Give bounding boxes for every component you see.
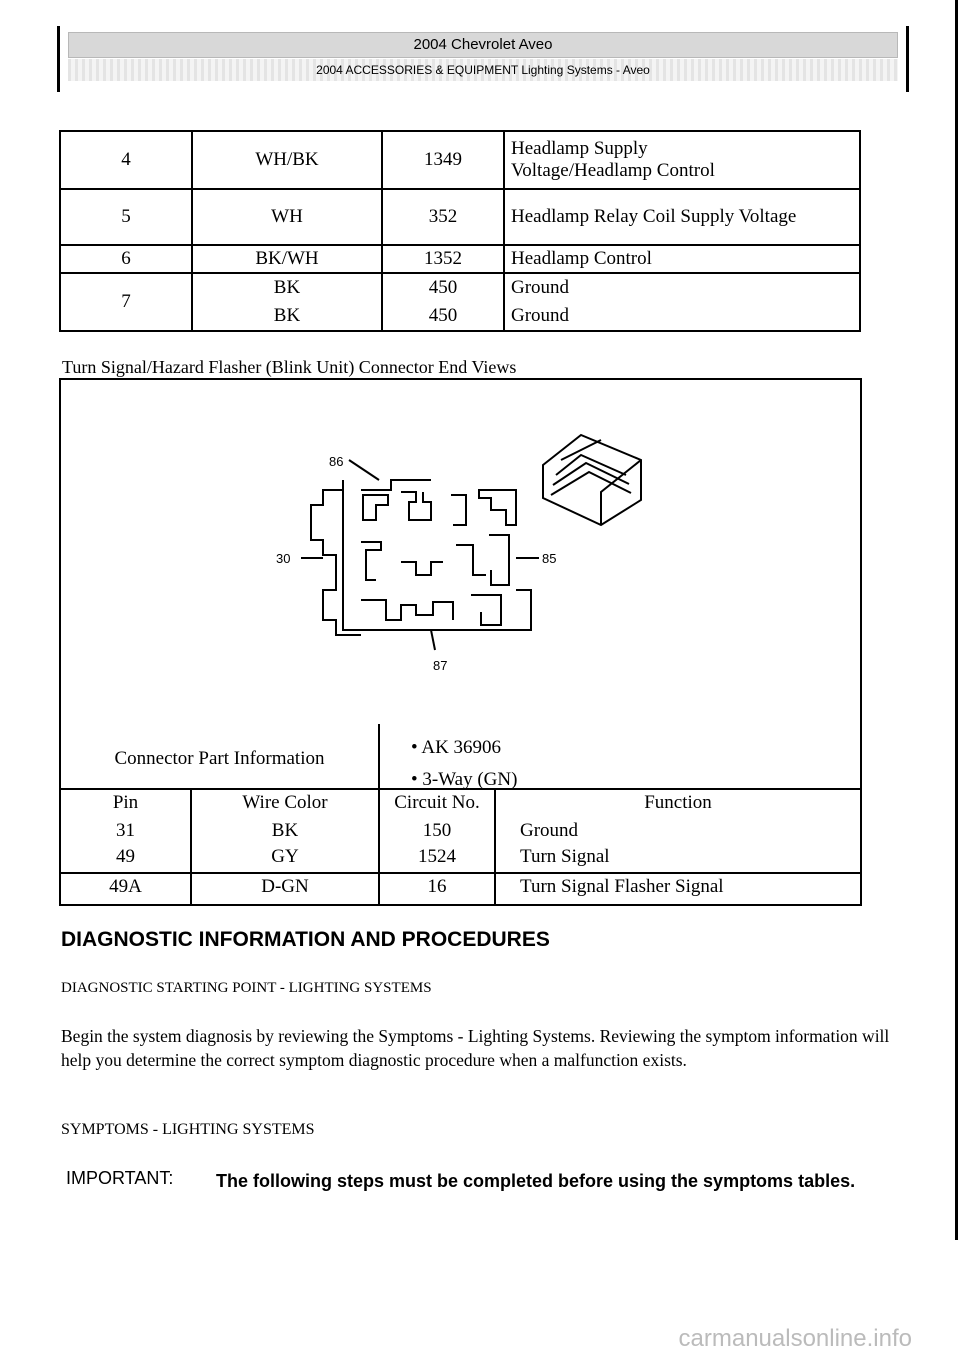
wire-color-value: BK (273, 277, 301, 298)
important-note: The following steps must be completed before using the symptoms tables. (216, 1171, 856, 1191)
wire-color-cell: D-GN (261, 876, 309, 897)
circuit-cell (382, 273, 504, 331)
function-cell: Headlamp Relay Coil Supply Voltage (504, 189, 860, 245)
wire-color-cell (192, 273, 382, 331)
pin-cell: 4 (60, 131, 192, 189)
circuit-cell: 1352 (382, 245, 504, 273)
page-edge (955, 0, 958, 1240)
pin-cell: 6 (60, 245, 192, 273)
table-row (60, 189, 860, 245)
circuit-cell: 16 (427, 876, 447, 897)
column-header-function: Function (644, 792, 712, 813)
subsection-heading: DIAGNOSTIC STARTING POINT - LIGHTING SYSTEMS (61, 980, 432, 996)
column-header-circuit: Circuit No. (394, 792, 480, 813)
pin-cell: 49 (116, 846, 135, 867)
figure-caption: Turn Signal/Hazard Flasher (Blink Unit) Connector End Views (62, 357, 517, 377)
circuit-value: 450 (428, 305, 458, 326)
pin-cell: 7 (60, 273, 192, 331)
connector-part-info-label: Connector Part Information (114, 748, 325, 769)
connector-figure-box (59, 378, 862, 906)
wire-color-value: BK (273, 305, 301, 326)
wire-color-cell: BK/WH (192, 245, 382, 273)
circuit-cell: 1524 (418, 846, 456, 867)
terminal-label-87: 87 (433, 658, 448, 673)
list-item: • 3-Way (GN) (411, 769, 518, 790)
wire-color-cell: WH (192, 189, 382, 245)
terminal-label-85: 85 (542, 551, 557, 566)
watermark: carmanualsonline.info (678, 1325, 912, 1352)
function-cell: Turn Signal Flasher Signal (520, 876, 724, 897)
circuit-value: 450 (428, 277, 458, 298)
pin-cell: 5 (60, 189, 192, 245)
function-cell (504, 273, 860, 331)
function-cell: Ground (520, 820, 579, 841)
table-row (60, 273, 860, 331)
body-paragraph: Begin the system diagnosis by reviewing the Symptoms - Lighting Systems. Reviewing the symptom information will help you determine the correct symptom diagnostic procedure when a malfunction exists. (61, 1026, 890, 1070)
connector-end-view-diagram (61, 380, 860, 724)
column-header-pin: Pin (112, 792, 139, 813)
function-value: Ground (511, 277, 570, 298)
function-cell: Turn Signal (520, 846, 610, 867)
connector-part-info-list (411, 732, 517, 796)
connector-type: 3-Way (GN) (422, 769, 518, 790)
circuit-cell: 1349 (382, 131, 504, 189)
important-label: IMPORTANT: (66, 1168, 174, 1188)
terminal-label-30: 30 (276, 551, 291, 566)
document-header (57, 26, 909, 92)
circuit-cell: 352 (382, 189, 504, 245)
column-header-wire-color: Wire Color (242, 792, 328, 813)
part-number: AK 36906 (421, 737, 502, 758)
function-value: Ground (511, 305, 570, 326)
subsection-heading: SYMPTOMS - LIGHTING SYSTEMS (61, 1121, 315, 1138)
wire-color-cell: GY (271, 846, 299, 867)
table-row (60, 131, 860, 189)
function-cell: Headlamp Supply Voltage/Headlamp Control (504, 131, 860, 189)
header-subtitle: 2004 ACCESSORIES & EQUIPMENT Lighting Systems - Aveo (68, 59, 898, 81)
circuit-cell: 150 (422, 820, 452, 841)
wire-color-cell: WH/BK (192, 131, 382, 189)
wire-color-cell: BK (271, 820, 299, 841)
pin-cell: 31 (116, 820, 135, 841)
list-item: • AK 36906 (411, 737, 502, 758)
section-heading: DIAGNOSTIC INFORMATION AND PROCEDURES (61, 928, 550, 951)
terminal-label-86: 86 (329, 454, 344, 469)
table-row (60, 245, 860, 273)
header-title: 2004 Chevrolet Aveo (68, 32, 898, 58)
pin-cell: 49A (109, 876, 142, 897)
wire-table (59, 130, 861, 332)
divider (61, 872, 860, 874)
function-cell: Headlamp Control (504, 245, 860, 273)
